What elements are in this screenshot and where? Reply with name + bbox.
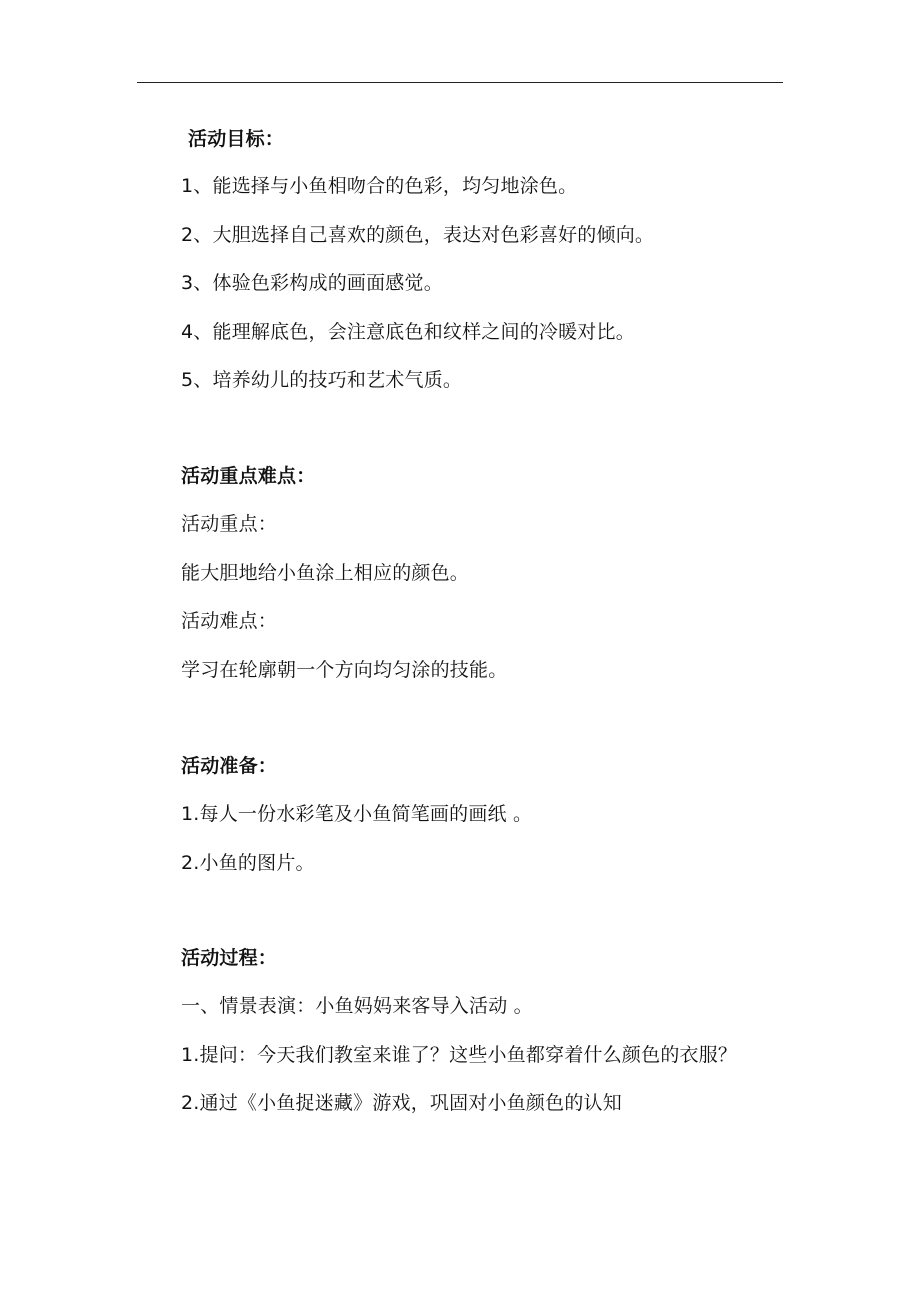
focus-text: 能大胆地给小鱼涂上相应的颜色。 — [181, 562, 470, 584]
goal-item-1: 1、能选择与小鱼相吻合的色彩，均匀地涂色。 — [181, 175, 578, 197]
goal-item-2: 2、大胆选择自己喜欢的颜色，表达对色彩喜好的倾向。 — [181, 224, 655, 246]
section-title-key-points: 活动重点难点： — [181, 465, 316, 487]
section-title-goals: 活动目标： — [188, 128, 285, 150]
preparation-item-1: 1.每人一份水彩笔及小鱼简笔画的画纸 。 — [181, 803, 533, 825]
section-title-process: 活动过程： — [181, 947, 278, 969]
preparation-item-2: 2.小鱼的图片。 — [181, 852, 315, 874]
process-item-3: 2.通过《小鱼捉迷藏》游戏，巩固对小鱼颜色的认知 — [181, 1092, 622, 1114]
difficulty-label: 活动难点： — [181, 610, 278, 632]
header-rule — [137, 82, 783, 83]
goal-item-5: 5、培养幼儿的技巧和艺术气质。 — [181, 369, 463, 391]
process-item-1: 一、情景表演：小鱼妈妈来客导入活动 。 — [181, 995, 533, 1017]
section-title-preparation: 活动准备： — [181, 755, 278, 777]
difficulty-text: 学习在轮廓朝一个方向均匀涂的技能。 — [181, 659, 508, 681]
goal-item-3: 3、体验色彩构成的画面感觉。 — [181, 272, 443, 294]
process-item-2: 1.提问：今天我们教室来谁了？这些小鱼都穿着什么颜色的衣服？ — [181, 1044, 738, 1066]
goal-item-4: 4、能理解底色，会注意底色和纹样之间的冷暖对比。 — [181, 321, 635, 343]
focus-label: 活动重点： — [181, 513, 278, 535]
